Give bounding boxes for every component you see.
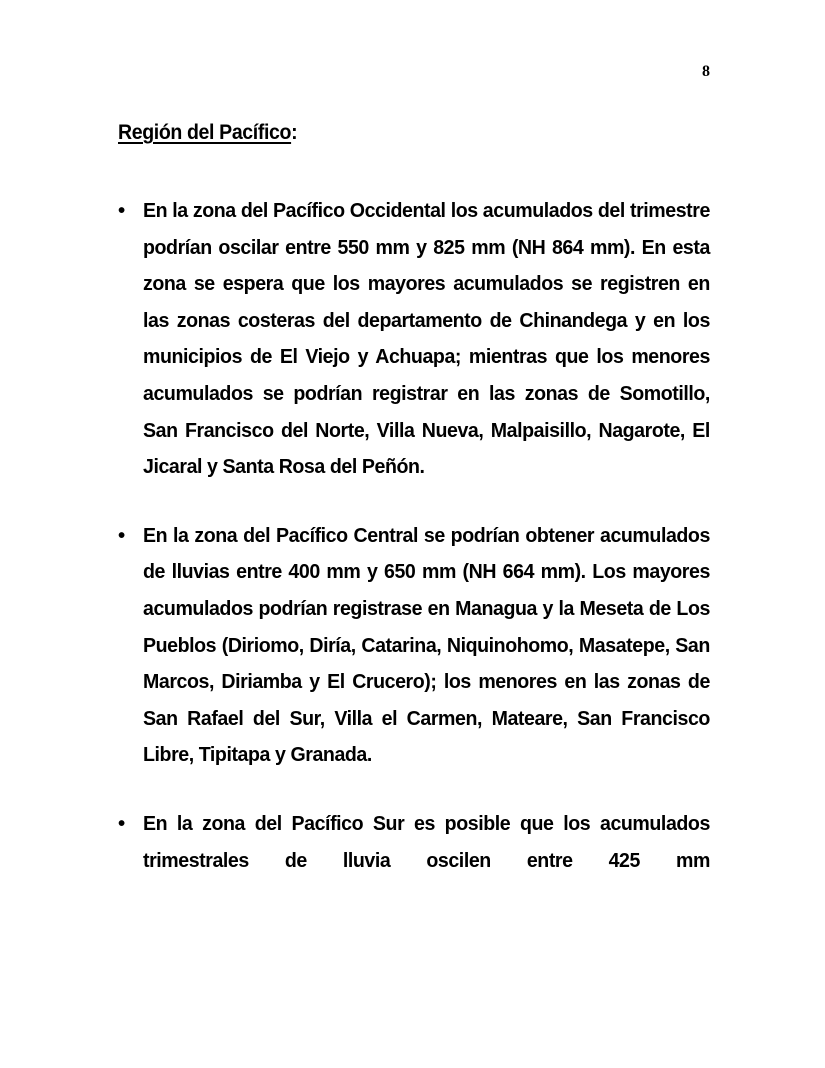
paragraph-text: En la zona del Pacífico Occidental los acumulados del trimestre podrían oscilar entre 550 mm y 825 mm (NH 864 mm). En esta zona se espera que los mayores acumulados se registren en las zonas costeras del departamento de Chinandega y en los municipios de El Viejo y Achuapa; mientras que los menores acumulados se podrían registrar en las zonas de Somotillo, San Francisco del Norte, Villa Nueva, Malpaisillo, Nagarote, El Jicaral y Santa Rosa del Peñón. [143, 199, 710, 479]
bullet-point-icon: • [118, 811, 125, 835]
section-heading [118, 120, 297, 145]
paragraph-text: En la zona del Pacífico Central se podrían obtener acumulados de lluvias entre 400 mm y 650 mm (NH 664 mm). Los mayores acumulados podrían registrase en Managua y la Meseta de Los Pueblos (Diriomo, Diría, Catarina, Niquinohomo, Masatepe, San Marcos, Diriamba y El Crucero); los menores en las zonas de San Rafael del Sur, Villa el Carmen, Mateare, San Francisco Libre, Tipitapa y Granada. [143, 523, 710, 767]
bullet-paragraph-pacifico-central [118, 518, 710, 774]
body-content [118, 193, 710, 916]
bullet-paragraph-pacifico-occidental [118, 193, 710, 486]
bullet-paragraph-pacifico-sur [118, 806, 710, 916]
section-heading-colon: : [291, 121, 298, 144]
page-number: 8 [702, 63, 710, 80]
section-heading-underlined-text: Región del Pacífico [118, 121, 292, 144]
paragraph-text: En la zona del Pacífico Sur es posible que los acumulados trimestrales de lluvia oscilen entre 425 mm [143, 811, 710, 872]
bullet-point-icon: • [118, 199, 125, 222]
bullet-point-icon: • [118, 523, 125, 547]
